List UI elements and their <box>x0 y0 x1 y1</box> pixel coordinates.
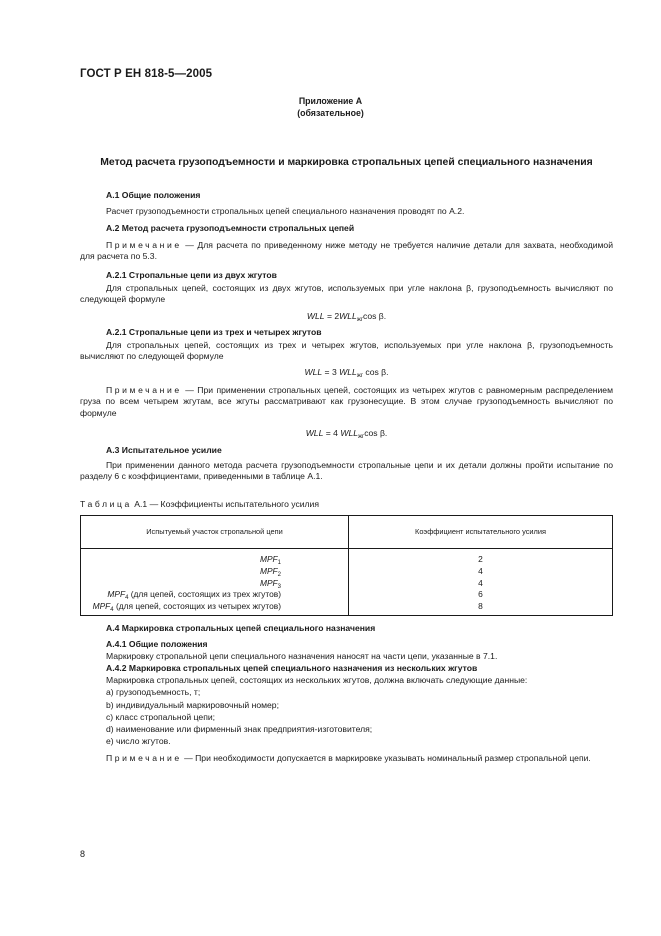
note-1 <box>80 240 613 263</box>
table-row-4-coef: 6 <box>478 589 483 600</box>
formula-2-lhs: WLL <box>304 367 323 377</box>
section-a21b-heading: А.2.1 Стропальные цепи из трех и четырех жгутов <box>106 327 322 337</box>
section-a21b-text: Для стропальных цепей, состоящих из трех и четырех жгутов, используемых при угле наклона β, грузоподъемность вычисляют по следующей формуле <box>80 340 613 362</box>
table-header-section: Испытуемый участок стропальной цепи <box>81 516 349 549</box>
table-header-coefficient: Коэффициент испытательного усилия <box>349 516 613 549</box>
section-a21-text: Для стропальных цепей, состоящих из двух жгутов, используемых при угле наклона β, грузоподъемность вычисляют по следующей формуле <box>80 283 613 305</box>
formula-2-var: WLL <box>339 367 357 377</box>
main-title: Метод расчета грузоподъемности и маркировка стропальных цепей специального назначения <box>100 157 593 168</box>
table-col-coefficients <box>349 549 613 616</box>
table-col-sections <box>81 549 349 616</box>
note-3-text: — При необходимости допускается в маркировке указывать номинальный размер стропальной цепи. <box>181 753 591 763</box>
section-a4-heading: А.4 Маркировка стропальных цепей специального назначения <box>106 623 376 633</box>
section-a3-text: При применении данного метода расчета грузоподъемности стропальные цепи и их детали должны пройти испытание по разделу 6 с коэффициентами, приведенными в таблице А.1. <box>80 460 613 482</box>
formula-1-lhs: WLL <box>306 311 325 321</box>
formula-3-sub: жг <box>358 434 365 440</box>
table-row-2-section: $MPF_2$ <box>259 565 281 578</box>
section-a1-text: Расчет грузоподъемности стропальных цепей специального назначения проводят по А.2. <box>106 206 465 216</box>
list-item: e) число жгутов. <box>106 736 171 746</box>
formula-1-mid: = 2 <box>324 311 340 321</box>
table-row-1-section: $MPF_1$ <box>259 554 281 566</box>
table-row-5-section: $MPF_4$ (для цепей, состоящих из четырех жгутов) <box>92 601 281 614</box>
formula-3 <box>80 428 613 439</box>
formula-3-tail: cos β. <box>364 428 388 438</box>
table-caption-text: А.1 — Коэффициенты испытательного усилия <box>131 499 320 509</box>
formula-1 <box>80 311 613 322</box>
note-2-text: — При применении стропальных цепей, состоящих из четырех жгутов с равномерным распределением груза по всем четырем жгутам, все жгуты рассматривают как грузонесущие. В этом случае грузоподъемность вычисляют по формуле <box>80 385 613 418</box>
section-a3-heading: А.3 Испытательное усилие <box>106 445 222 455</box>
formula-2-sub: жг <box>356 373 364 379</box>
annex-status: (обязательное) <box>297 108 364 118</box>
note-1-text: — Для расчета по приведенному ниже методу не требуется наличие детали для захвата, необходимой для расчета по 5.3. <box>80 240 613 262</box>
note-3-label: Примечание <box>106 753 182 763</box>
formula-3-lhs: WLL <box>305 428 324 438</box>
annex-title: Приложение А <box>298 96 363 106</box>
section-a41-text: Маркировку стропальной цепи специального назначения наносят на части цепи, указанные в 7.1. <box>106 651 498 661</box>
list-item: c) класс стропальной цепи; <box>106 712 216 722</box>
formula-2-mid: = 3 <box>322 367 340 377</box>
note-2-label: Примечание <box>106 385 182 395</box>
table-row-2-coef: 4 <box>478 565 483 576</box>
section-a41-heading: А.4.1 Общие положения <box>106 639 208 649</box>
formula-1-sub: жг <box>356 317 364 323</box>
list-item: a) грузоподъемность, т; <box>106 687 201 697</box>
table-row-3-section: $MPF_3$ <box>259 577 281 590</box>
note-1-label: Примечание <box>106 240 182 250</box>
formula-2-tail: cos β. <box>363 367 389 377</box>
table-caption <box>80 499 319 510</box>
table-row-3-coef: 4 <box>478 577 483 588</box>
page-number: 8 <box>80 849 86 859</box>
section-a42-text: Маркировка стропальных цепей, состоящих из нескольких жгутов, должна включать следующие данные: <box>106 675 528 685</box>
formula-3-mid: = 4 <box>323 428 341 438</box>
section-a1-heading: А.1 Общие положения <box>106 190 201 200</box>
formula-1-tail: cos β. <box>363 311 387 321</box>
coefficients-table <box>80 515 613 616</box>
list-item: d) наименование или фирменный знак предприятия-изготовителя; <box>106 724 373 734</box>
list-item: b) индивидуальный маркировочный номер; <box>106 700 279 710</box>
table-row-4-section: $MPF_4$ (для цепей, состоящих из трех жгутов) <box>107 589 281 602</box>
section-a2-heading: А.2 Метод расчета грузоподъемности стропальных цепей <box>106 223 355 233</box>
table-row-5-coef: 8 <box>478 601 483 612</box>
section-a21-heading: А.2.1 Стропальные цепи из двух жгутов <box>106 270 277 280</box>
formula-3-var: WLL <box>340 428 358 438</box>
table-caption-label: Таблица <box>80 499 132 509</box>
document-header: ГОСТ Р ЕН 818-5—2005 <box>80 68 213 80</box>
formula-2 <box>80 367 613 378</box>
section-a42-heading: А.4.2 Маркировка стропальных цепей специального назначения из нескольких жгутов <box>106 663 478 673</box>
note-2 <box>80 385 613 419</box>
formula-1-var: WLL <box>339 311 357 321</box>
note-3 <box>80 753 613 764</box>
table-row-1-coef: 2 <box>478 554 483 564</box>
